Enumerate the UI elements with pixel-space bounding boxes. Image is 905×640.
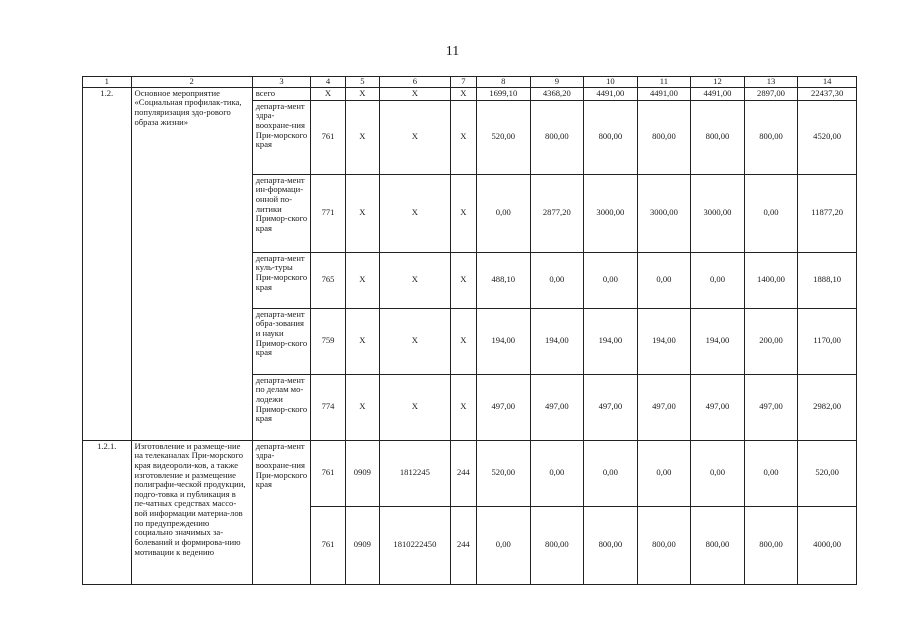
value-cell: Х [380, 100, 451, 174]
value-cell: Х [450, 87, 476, 100]
value-cell: 0,00 [530, 252, 584, 308]
value-cell: Х [380, 252, 451, 308]
value-cell: 800,00 [744, 506, 798, 584]
value-cell: 0,00 [637, 440, 691, 506]
value-cell: 0,00 [477, 506, 531, 584]
value-cell: 4000,00 [798, 506, 857, 584]
value-cell: Х [345, 174, 379, 252]
value-cell: Х [450, 308, 476, 374]
value-cell: 761 [311, 506, 345, 584]
value-cell: 800,00 [584, 506, 638, 584]
table-row [83, 87, 857, 100]
value-cell: Х [450, 252, 476, 308]
value-cell: 761 [311, 100, 345, 174]
value-cell: 761 [311, 440, 345, 506]
header-cell: 6 [380, 77, 451, 88]
value-cell: 1810222450 [380, 506, 451, 584]
value-cell: 0,00 [744, 174, 798, 252]
value-cell: 488,10 [477, 252, 531, 308]
value-cell: Х [380, 87, 451, 100]
value-cell: 194,00 [584, 308, 638, 374]
value-cell: 497,00 [744, 374, 798, 440]
value-cell: Х [450, 100, 476, 174]
value-cell: 4368,20 [530, 87, 584, 100]
value-cell: 1888,10 [798, 252, 857, 308]
value-cell: 4491,00 [691, 87, 745, 100]
value-cell: 497,00 [584, 374, 638, 440]
value-cell: 0,00 [584, 440, 638, 506]
executor: департа-мент здра-воохране-ния При-морского края [252, 440, 311, 584]
value-cell: 800,00 [584, 100, 638, 174]
value-cell: 0,00 [584, 252, 638, 308]
value-cell: Х [345, 87, 379, 100]
value-cell: 11877,20 [798, 174, 857, 252]
value-cell: 194,00 [530, 308, 584, 374]
value-cell: 22437,30 [798, 87, 857, 100]
value-cell: 765 [311, 252, 345, 308]
value-cell: 0,00 [744, 440, 798, 506]
value-cell: 2897,00 [744, 87, 798, 100]
value-cell: 520,00 [798, 440, 857, 506]
value-cell: 520,00 [477, 440, 531, 506]
value-cell: 800,00 [530, 506, 584, 584]
value-cell: Х [380, 174, 451, 252]
value-cell: 800,00 [637, 506, 691, 584]
value-cell: 0909 [345, 440, 379, 506]
budget-table [82, 76, 857, 585]
executor: департа-мент обра-зования и науки Примор-ского края [252, 308, 311, 374]
header-cell: 9 [530, 77, 584, 88]
value-cell: 759 [311, 308, 345, 374]
header-cell: 3 [252, 77, 311, 88]
value-cell: Х [450, 174, 476, 252]
value-cell: 1699,10 [477, 87, 531, 100]
header-cell: 11 [637, 77, 691, 88]
executor: всего [252, 87, 311, 100]
executor: департа-мент по делам мо-лодежи Примор-ского края [252, 374, 311, 440]
value-cell: 800,00 [691, 506, 745, 584]
value-cell: 1400,00 [744, 252, 798, 308]
value-cell: 194,00 [637, 308, 691, 374]
value-cell: 771 [311, 174, 345, 252]
value-cell: 497,00 [637, 374, 691, 440]
executor: департа-мент ин-формаци-онной по-литики Примор-ского края [252, 174, 311, 252]
value-cell: 800,00 [744, 100, 798, 174]
value-cell: 2982,00 [798, 374, 857, 440]
value-cell: 0,00 [477, 174, 531, 252]
value-cell: 4491,00 [637, 87, 691, 100]
item-name: Изготовление и размеще-ние на телеканалах При-морского края видеороли-ков, а также изготовление и размещение полиграфи-ческой продукции, подго-товка и публикация в пе-чатных средствах массо-вой информации материа-лов по предупреждению социально значимых за-болеваний и формирова-нию мотивации к ведению [131, 440, 252, 584]
value-cell: 520,00 [477, 100, 531, 174]
value-cell: 774 [311, 374, 345, 440]
value-cell: Х [345, 374, 379, 440]
header-cell: 12 [691, 77, 745, 88]
value-cell: 497,00 [530, 374, 584, 440]
value-cell: 194,00 [691, 308, 745, 374]
value-cell: 200,00 [744, 308, 798, 374]
header-cell: 13 [744, 77, 798, 88]
header-cell: 2 [131, 77, 252, 88]
value-cell: 2877,20 [530, 174, 584, 252]
header-cell: 1 [83, 77, 132, 88]
executor: департа-мент здра-воохране-ния При-морского края [252, 100, 311, 174]
value-cell: 244 [450, 506, 476, 584]
value-cell: 0909 [345, 506, 379, 584]
value-cell: Х [450, 374, 476, 440]
item-name: Основное мероприятие «Социальная профилак-тика, популяризация здо-рового образа жизни» [131, 87, 252, 440]
table-row [83, 440, 857, 506]
value-cell: 800,00 [691, 100, 745, 174]
header-row [83, 77, 857, 88]
value-cell: Х [345, 252, 379, 308]
value-cell: 0,00 [691, 252, 745, 308]
value-cell: 0,00 [691, 440, 745, 506]
value-cell: 0,00 [637, 252, 691, 308]
value-cell: 800,00 [637, 100, 691, 174]
value-cell: Х [380, 308, 451, 374]
value-cell: 3000,00 [637, 174, 691, 252]
header-cell: 8 [477, 77, 531, 88]
item-number: 1.2.1. [83, 440, 132, 584]
value-cell: Х [345, 308, 379, 374]
value-cell: Х [345, 100, 379, 174]
value-cell: 497,00 [477, 374, 531, 440]
value-cell: 800,00 [530, 100, 584, 174]
page-number: 11 [445, 44, 460, 59]
value-cell: 4491,00 [584, 87, 638, 100]
value-cell: 3000,00 [691, 174, 745, 252]
value-cell: 194,00 [477, 308, 531, 374]
value-cell: 1812245 [380, 440, 451, 506]
value-cell: 1170,00 [798, 308, 857, 374]
header-cell: 14 [798, 77, 857, 88]
value-cell: 0,00 [530, 440, 584, 506]
executor: департа-мент куль-туры При-морского края [252, 252, 311, 308]
value-cell: 244 [450, 440, 476, 506]
value-cell: Х [380, 374, 451, 440]
header-cell: 4 [311, 77, 345, 88]
header-cell: 10 [584, 77, 638, 88]
value-cell: 3000,00 [584, 174, 638, 252]
item-number: 1.2. [83, 87, 132, 440]
value-cell: 4520,00 [798, 100, 857, 174]
value-cell: Х [311, 87, 345, 100]
header-cell: 7 [450, 77, 476, 88]
value-cell: 497,00 [691, 374, 745, 440]
header-cell: 5 [345, 77, 379, 88]
